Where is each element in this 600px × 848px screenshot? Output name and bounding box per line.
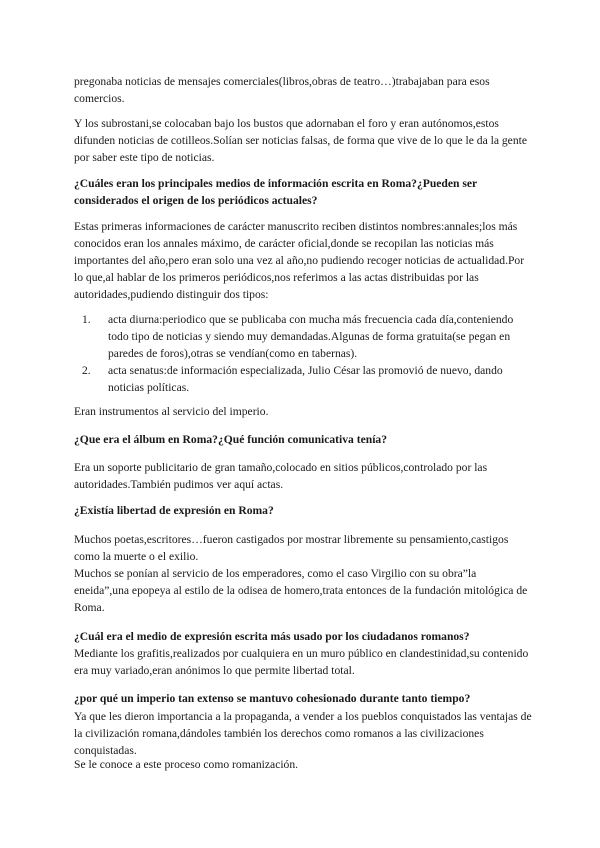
list-item-text: acta diurna:periodico que se publicaba con mucha más frecuencia cada día,conteniendo todo tipo de noticias y siendo muy demandadas.Algunas de forma gratuita(se pegan en paredes de foros),otras se vendían(como en tabernas). [108, 313, 514, 360]
list-number: 1. [82, 313, 91, 326]
paragraph: Muchos se ponían al servicio de los emperadores, como el caso Virgilio con su obra”la eneida”,una epopeya al estilo de la odisea de homero,trata entonces de la fundación mitológica de Roma. [74, 567, 528, 614]
paragraph: Estas primeras informaciones de carácter manuscrito reciben distintos nombres:annales;los más conocidos eran los annales máximo, de carácter oficial,donde se recopilan las noticias más importantes del año,pero eran solo una vez al año,no pudiendo recoger noticias de actualidad.Por lo que,al hablar de los primeros periódicos,nos referimos a las actas distribuidas por las autoridades,pudiendo distinguir dos tipos: [74, 220, 525, 301]
section-heading: ¿Que era el álbum en Roma?¿Qué función comunicativa tenía? [74, 433, 388, 446]
paragraph: Ya que les dieron importancia a la propaganda, a vender a los pueblos conquistados las ventajas de la civilización romana,dándoles también los derechos como romanos a las civilizaciones conquistadas. [74, 710, 532, 757]
paragraph: Era un soporte publicitario de gran tamaño,colocado en sitios públicos,controlado por las autoridades.También pudimos ver aquí actas. [74, 461, 488, 491]
list-number: 2. [82, 364, 91, 377]
paragraph: Mediante los grafitis,realizados por cualquiera en un muro público en clandestinidad,su contenido era muy variado,eran anónimos lo que permite libertad total. [74, 647, 529, 677]
paragraph: Se le conoce a este proceso como romanización. [74, 758, 299, 771]
paragraph: Y los subrostani,se colocaban bajo los bustos que adornaban el foro y eran autónomos,estos difunden noticias de cotilleos.Solían ser noticias falsas, de forma que vive de lo que le da la gente por saber este tipo de noticias. [74, 117, 527, 164]
list-item [74, 362, 532, 396]
section-heading: ¿Existía libertad de expresión en Roma? [74, 504, 274, 517]
paragraph: Muchos poetas,escritores…fueron castigados por mostrar libremente su pensamiento,castigos como la muerte o el exilio. [74, 533, 509, 563]
numbered-list [74, 311, 532, 396]
section-heading: ¿Cuáles eran los principales medios de información escrita en Roma?¿Pueden ser considerados el origen de los periódicos actuales? [74, 177, 477, 207]
list-item-text: acta senatus:de información especializada, Julio César las promovió de nuevo, dando noticias políticas. [108, 364, 503, 394]
section-heading: ¿Cuál era el medio de expresión escrita más usado por los ciudadanos romanos? [74, 630, 470, 643]
list-item [74, 311, 532, 362]
section-heading: ¿por qué un imperio tan extenso se mantuvo cohesionado durante tanto tiempo? [74, 692, 471, 705]
paragraph: Eran instrumentos al servicio del imperio. [74, 405, 269, 418]
paragraph: pregonaba noticias de mensajes comerciales(libros,obras de teatro…)trabajaban para esos comercios. [74, 75, 490, 105]
